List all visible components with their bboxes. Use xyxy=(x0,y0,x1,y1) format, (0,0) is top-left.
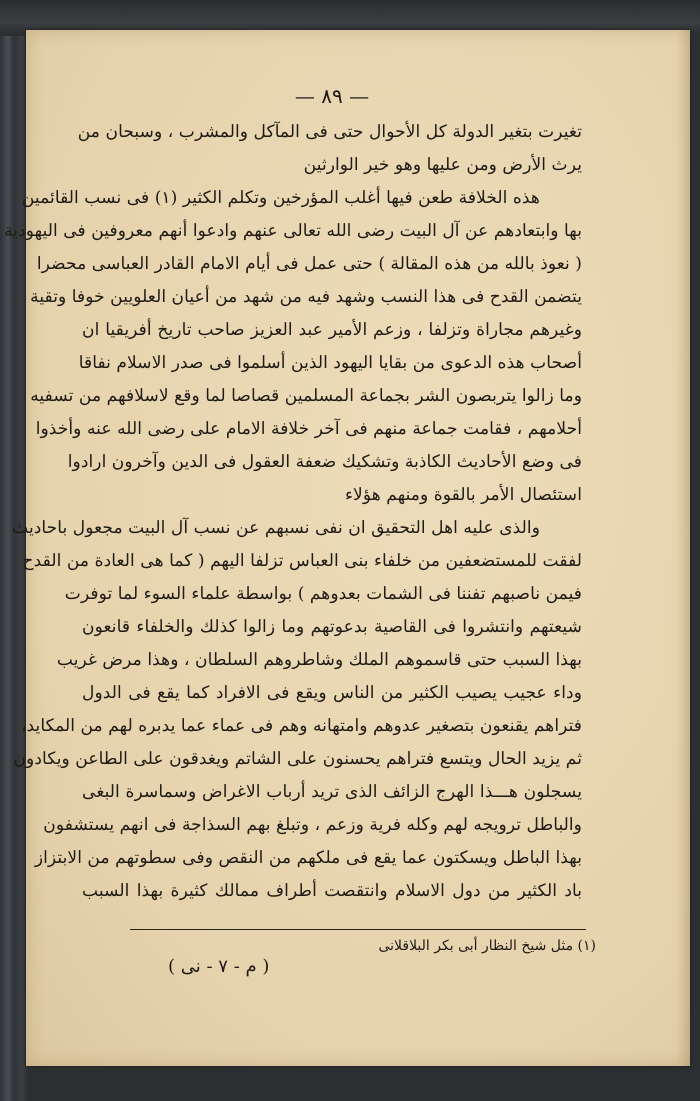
text-line: يتضمن القدح فى هذا النسب وشهد فيه من شهد من أعيان العلويين خوفا وتقية xyxy=(30,287,582,307)
text-line: أصحاب هذه الدعوى من بقايا اليهود الذين أسلموا فى صدر الاسلام نفاقا xyxy=(78,353,582,373)
text-line: شيعتهم وانتشروا فى القاصية بدعوتهم وما زالوا كذلك والخلفاء قانعون xyxy=(82,617,582,637)
text-line: والباطل ترويجه لهم وكله فرية وزعم ، وتبلغ بهم السذاجة فى انهم يستشفون xyxy=(43,815,582,835)
page-edge-shadow xyxy=(676,30,690,1066)
text-line: بها وابتعادهم عن آل البيت رضى الله تعالى عنهم وادعوا أنهم معروفين فى اليهودية xyxy=(4,221,582,241)
text-line: ثم يزيد الحال ويتسع فتراهم يحسنون على الشاتم ويغدقون على الطاعن ويكادون xyxy=(13,749,582,769)
text-line: هذه الخلافة طعن فيها أغلب المؤرخين وتكلم الكثير (١) فى نسب القائمين xyxy=(21,188,540,208)
text-line: باد الكثير من دول الاسلام وانتقصت أطراف ممالك كثيرة بهذا السبب xyxy=(82,881,582,901)
text-line: فتراهم يقنعون بتصغير عدوهم وامتهانه وهم فى عماء عما يدبره لهم من المكايد، xyxy=(20,716,582,736)
text-line: استئصال الأمر بالقوة ومنهم هؤلاء xyxy=(344,485,582,505)
text-line: والذى عليه اهل التحقيق ان نفى نسبهم عن نسب آل البيت مجعول باحاديث xyxy=(12,518,540,538)
text-line: فى وضع الأحاديث الكاذبة وتشكيك ضعفة العقول فى الدين وآخرون ارادوا xyxy=(67,452,582,472)
text-line: يسجلون هـــذا الهرج الزائف الذى تريد أرباب الاغراض وسماسرة البغى xyxy=(82,782,582,802)
text-line: وغيرهم مجاراة وتزلفا ، وزعم الأمير عبد العزيز صاحب تاريخ أفريقيا ان xyxy=(82,320,582,340)
footnote-rule xyxy=(130,929,586,930)
page-number: — ٨٩ — xyxy=(294,84,370,108)
text-line: يرث الأرض ومن عليها وهو خير الوارثين xyxy=(303,155,582,175)
body-text xyxy=(4,116,582,908)
footnote: (١) مثل شيخ النظار أبى بكر البلاقلانى xyxy=(378,938,596,954)
text-line: أحلامهم ، فقامت جماعة منهم فى آخر خلافة الامام على رضى الله عنه وأخذوا xyxy=(35,419,582,439)
text-line: بهذا الباطل ويسكتون عما يقع فى ملكهم من النقص وفى سطوتهم من الابتزاز xyxy=(34,848,582,868)
text-line: فيمن ناصبهم تفننا فى الشمات بعدوهم ) بواسطة علماء السوء لما توفرت xyxy=(64,584,582,604)
text-line: وداء عجيب يصيب الكثير من الناس ويقع فى الافراد كما يقع فى الدول xyxy=(82,683,582,703)
text-line: وما زالوا يتربصون الشر بجماعة المسلمين قصاصا لما وقع لاسلافهم من تسفيه xyxy=(30,386,582,406)
printer-signature-mark: ( م - ٧ - نى ) xyxy=(168,956,270,977)
text-line: تغيرت بتغير الدولة كل الأحوال حتى فى المآكل والمشرب ، وسبحان من xyxy=(77,122,582,142)
text-line: ( نعوذ بالله من هذه المقالة ) حتى عمل فى أيام الامام القادر العباسى محضرا xyxy=(36,254,582,274)
text-line: بهذا السبب حتى قاسموهم الملك وشاطروهم السلطان ، وهذا مرض غريب xyxy=(56,650,582,670)
text-line: لفقت للمستضعفين من خلفاء بنى العباس تزلفا اليهم ( كما هى العادة من القدح xyxy=(22,551,582,571)
